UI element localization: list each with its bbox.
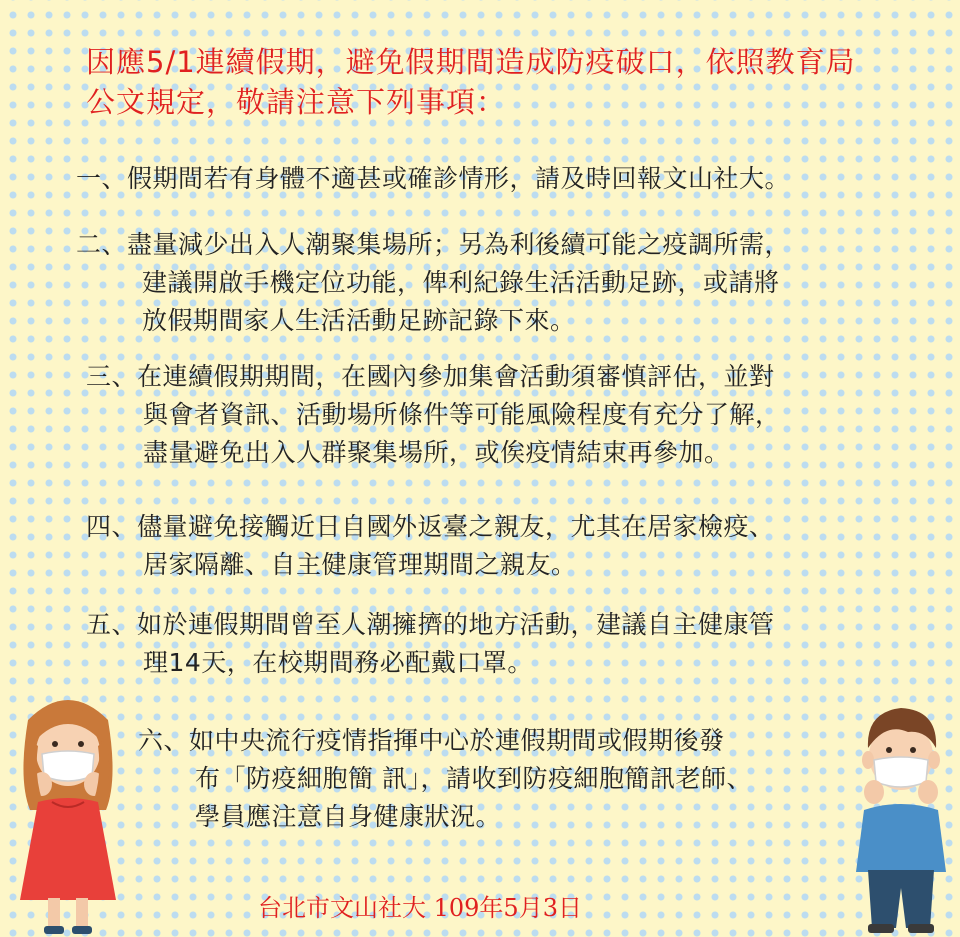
- item-line: 與會者資訊、活動場所條件等可能風險程度有充分了解，: [143, 400, 781, 429]
- item-line: 學員應注意自身健康狀況。: [195, 802, 502, 831]
- notice-item-6: [138, 722, 752, 836]
- notice-title: [86, 42, 916, 122]
- item-line: 一、假期間若有身體不適甚或確診情形，請及時回報文山社大。: [76, 164, 791, 193]
- notice-item-5: [86, 606, 775, 682]
- title-line-1: 因應5/1連續假期，避免假期間造成防疫破口，依照教育局: [86, 45, 856, 79]
- item-line: 六、如中央流行疫情指揮中心於連假期間或假期後發: [138, 726, 725, 755]
- notice-item-4: [86, 508, 775, 584]
- item-line: 二、盡量減少出入人潮聚集場所；另為利後續可能之疫調所需，: [76, 230, 791, 259]
- item-line: 盡量避免出入人群聚集場所，或俟疫情結束再參加。: [143, 438, 730, 467]
- notice-item-2: [76, 226, 790, 340]
- item-line: 布「防疫細胞簡 訊」，請收到防疫細胞簡訊老師、: [195, 764, 752, 793]
- item-line: 三、在連續假期期間，在國內參加集會活動須審慎評估，並對: [86, 362, 775, 391]
- title-line-2: 公文規定，敬請注意下列事項：: [86, 85, 507, 119]
- footer-date: 台北市文山社大 109年5月3日: [258, 894, 582, 922]
- item-line: 放假期間家人生活活動足跡記錄下來。: [142, 306, 576, 335]
- item-line: 五、如於連假期間曾至人潮擁擠的地方活動，建議自主健康管: [86, 610, 775, 639]
- item-line: 建議開啟手機定位功能，俾利紀錄生活活動足跡，或請將: [142, 268, 780, 297]
- item-line: 四、儘量避免接觸近日自國外返臺之親友，尤其在居家檢疫、: [86, 512, 775, 541]
- boy-with-mask-icon: [846, 692, 956, 937]
- notice-item-1: [76, 160, 790, 198]
- item-line: 居家隔離、自主健康管理期間之親友。: [143, 550, 577, 579]
- girl-with-mask-icon: [8, 690, 128, 937]
- notice-item-3: [86, 358, 781, 472]
- item-line: 理14天，在校期間務必配戴口罩。: [143, 648, 533, 677]
